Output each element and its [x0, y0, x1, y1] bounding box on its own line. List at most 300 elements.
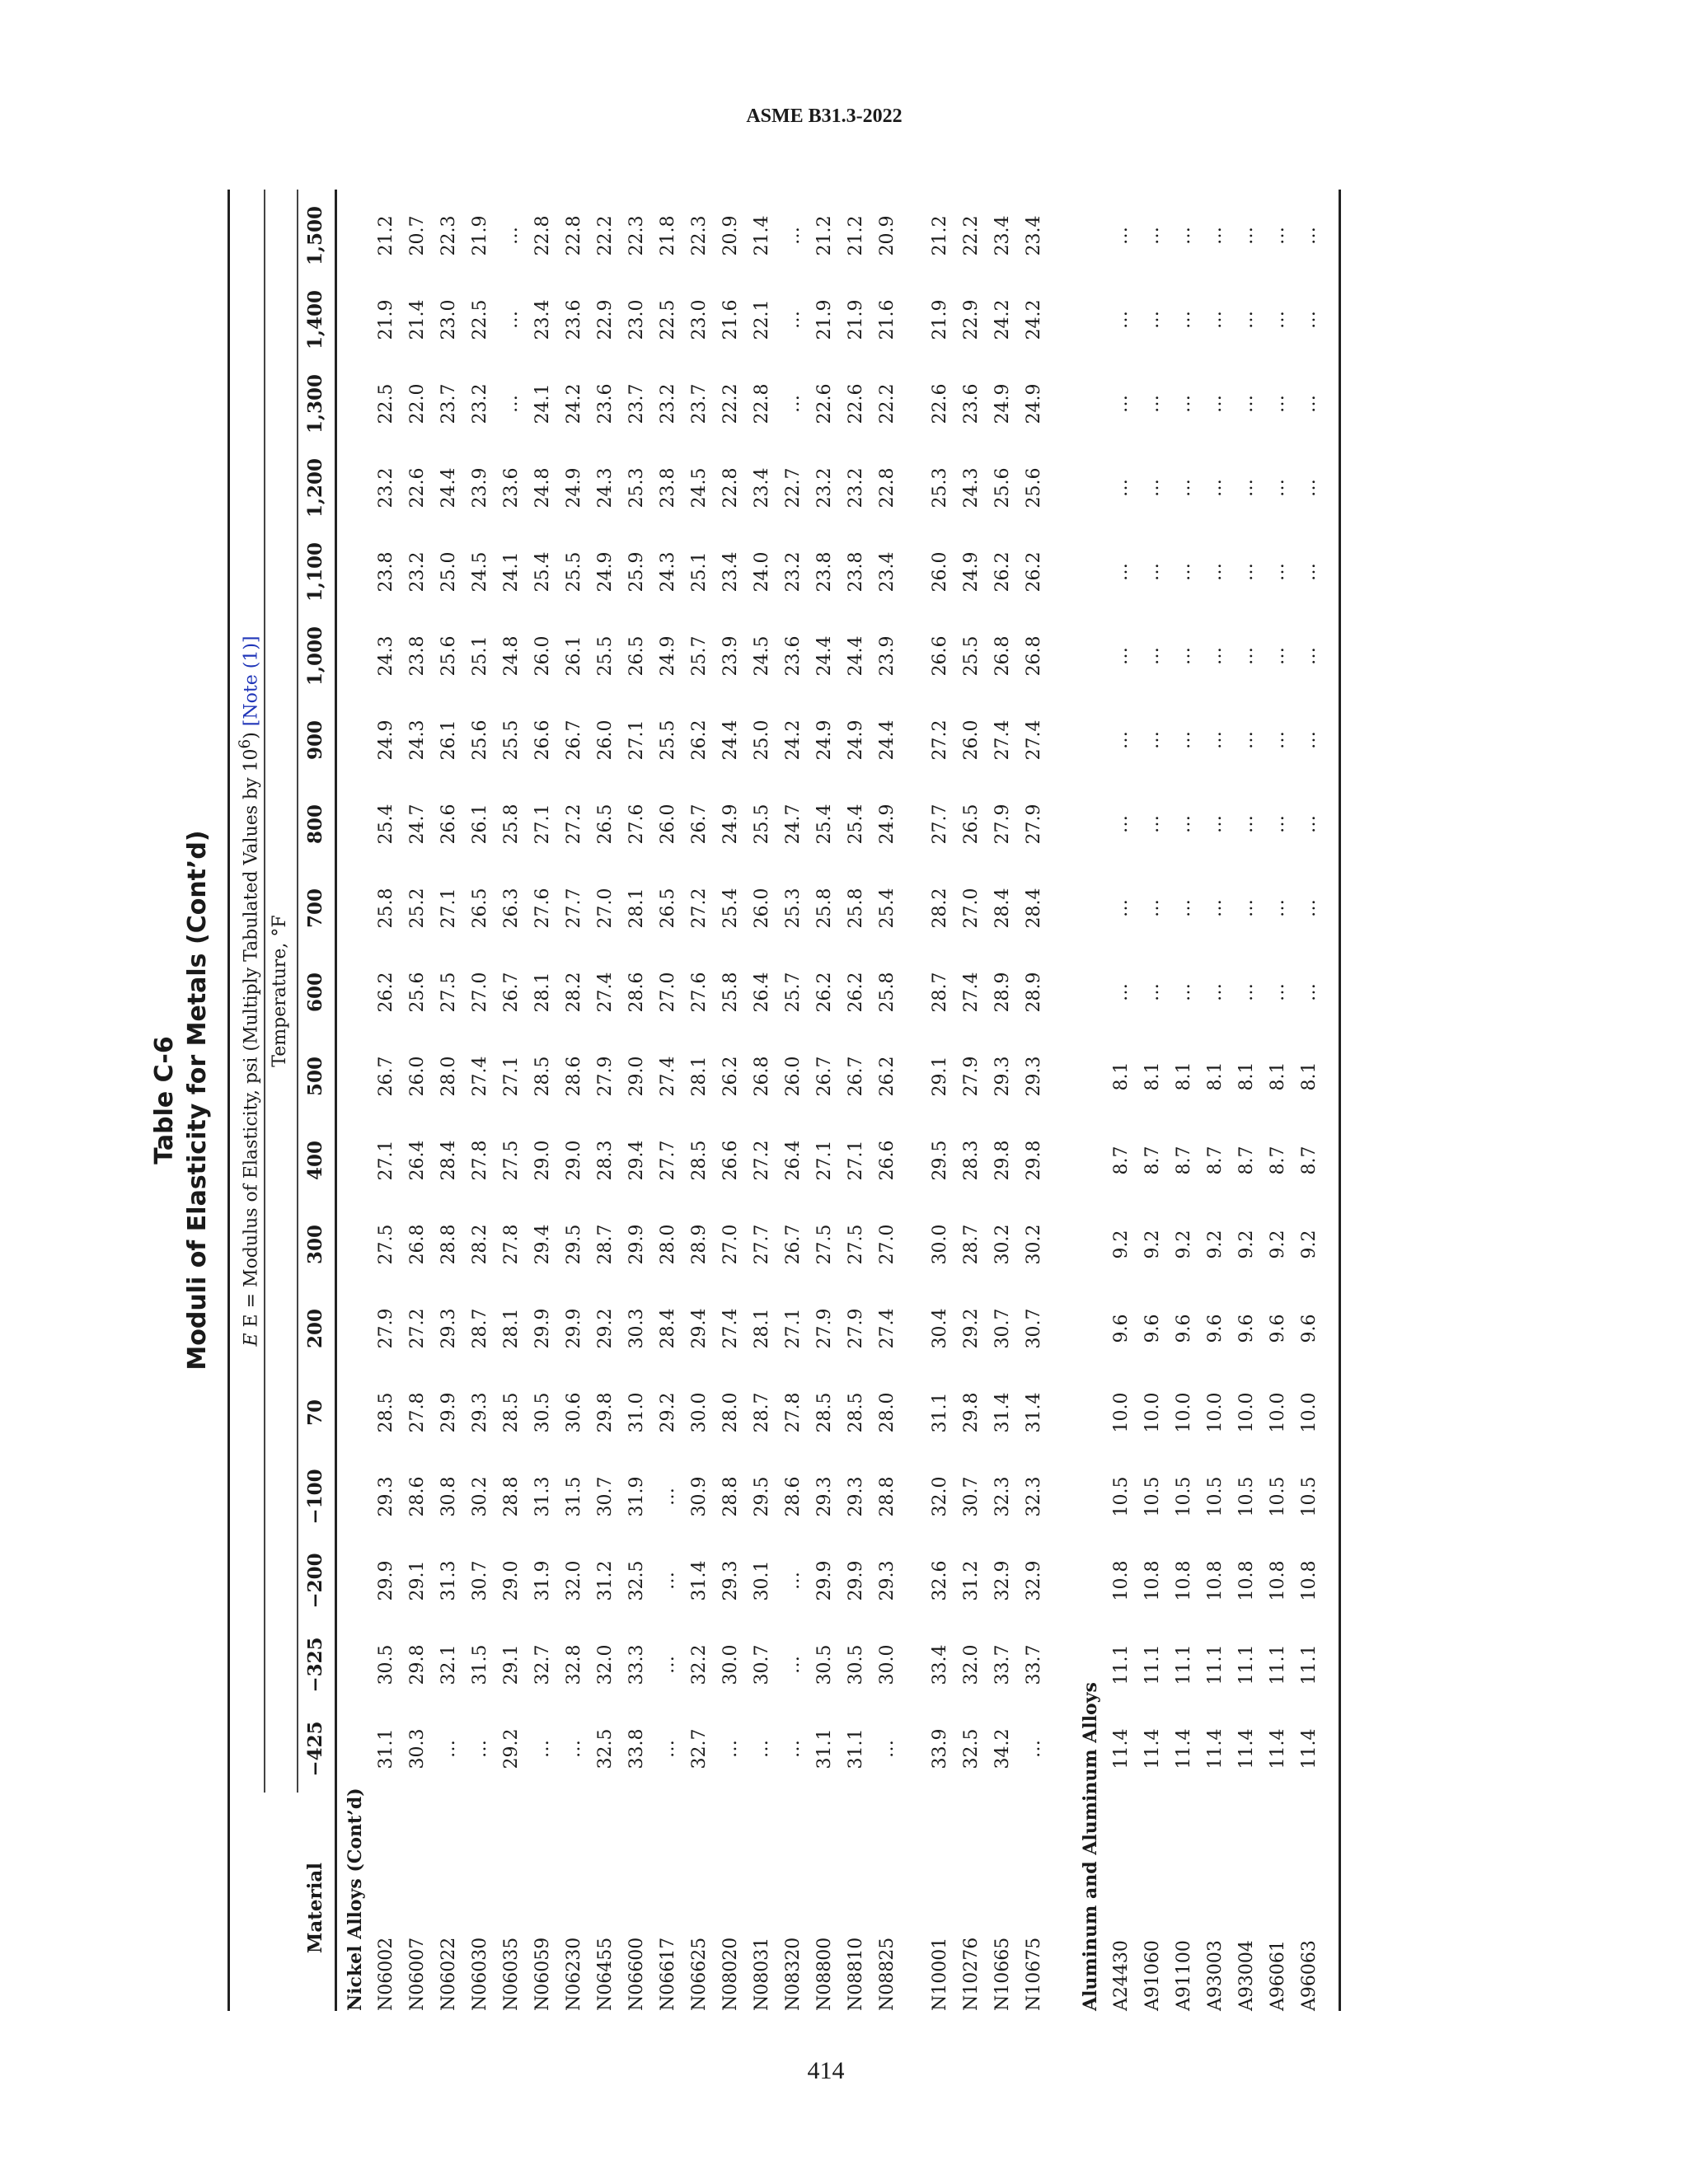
modulus-value: 23.2	[470, 383, 490, 424]
modulus-value: 26.2	[1024, 551, 1044, 593]
modulus-value: …	[1142, 647, 1163, 665]
modulus-value: …	[1268, 227, 1288, 245]
modulus-value: 26.0	[658, 804, 678, 845]
modulus-value: 27.8	[501, 1224, 522, 1265]
modulus-value: 26.7	[783, 1224, 804, 1265]
running-header: ASME B31.3-2022	[746, 105, 903, 127]
modulus-value: 29.5	[930, 1140, 950, 1181]
modulus-value: …	[1236, 563, 1257, 581]
column-header-row	[297, 190, 333, 2011]
modulus-value: 31.5	[470, 1644, 490, 1685]
modulus-value: 26.6	[877, 1140, 898, 1181]
modulus-value: …	[501, 395, 522, 413]
modulus-value: 24.3	[376, 635, 396, 677]
modulus-value: 32.2	[689, 1644, 710, 1685]
material-code: N06007	[407, 1937, 428, 2011]
modulus-value: …	[1111, 479, 1132, 497]
modulus-value: 27.8	[407, 1392, 428, 1433]
modulus-value: 21.6	[720, 299, 741, 340]
modulus-value: 22.8	[720, 467, 741, 509]
modulus-value: 21.2	[846, 215, 866, 256]
modulus-value: 24.3	[407, 719, 428, 761]
modulus-value: 23.6	[501, 467, 522, 509]
modulus-value: 30.6	[564, 1392, 584, 1433]
material-code: A93003	[1205, 1940, 1226, 2011]
modulus-value: 24.2	[992, 299, 1013, 340]
modulus-value: …	[1111, 563, 1132, 581]
modulus-value: …	[1174, 479, 1194, 497]
modulus-value: 10.5	[1174, 1476, 1194, 1517]
modulus-value: 34.2	[992, 1728, 1013, 1769]
modulus-value: …	[1236, 899, 1257, 917]
modulus-value: 29.2	[961, 1308, 982, 1349]
modulus-value: 27.0	[658, 972, 678, 1013]
modulus-value: …	[1205, 311, 1226, 329]
modulus-value: …	[1268, 899, 1288, 917]
modulus-value: 29.9	[626, 1224, 647, 1265]
modulus-value: 29.1	[930, 1056, 950, 1097]
modulus-value: 27.2	[407, 1308, 428, 1349]
modulus-value: 27.6	[532, 888, 553, 929]
modulus-value: 30.0	[930, 1224, 950, 1265]
modulus-value: 29.0	[626, 1056, 647, 1097]
modulus-value: 33.7	[992, 1644, 1013, 1685]
modulus-value: 21.9	[846, 299, 866, 340]
modulus-value: …	[1205, 731, 1226, 749]
modulus-value: 23.2	[376, 467, 396, 509]
modulus-value: 29.3	[470, 1392, 490, 1433]
modulus-value: 32.7	[532, 1644, 553, 1685]
table-row	[1263, 190, 1294, 2011]
temperature-column-header: −200	[304, 1553, 326, 1609]
modulus-value: …	[783, 227, 804, 245]
modulus-value: 26.3	[501, 888, 522, 929]
modulus-value: 25.8	[501, 804, 522, 845]
table-row	[841, 190, 872, 2011]
modulus-value: …	[877, 1740, 898, 1758]
modulus-value: …	[1205, 479, 1226, 497]
material-group-heading: Aluminum and Aluminum Alloys	[1080, 1682, 1101, 2011]
modulus-value: 23.8	[376, 551, 396, 593]
modulus-value: 26.0	[783, 1056, 804, 1097]
modulus-value: 24.9	[376, 719, 396, 761]
modulus-value: 8.1	[1299, 1062, 1320, 1091]
modulus-value: 11.4	[1268, 1728, 1288, 1769]
modulus-value: 10.5	[1299, 1476, 1320, 1517]
modulus-value: …	[564, 1740, 584, 1758]
modulus-value: …	[1111, 899, 1132, 917]
table-row	[715, 190, 747, 2011]
modulus-value: 30.7	[595, 1476, 616, 1517]
modulus-value: …	[658, 1488, 678, 1506]
modulus-value: 26.5	[470, 888, 490, 929]
modulus-value: 28.0	[438, 1056, 459, 1097]
modulus-value: 11.4	[1142, 1728, 1163, 1769]
modulus-value: 25.0	[438, 551, 459, 593]
modulus-value: 23.2	[814, 467, 835, 509]
modulus-value: 26.2	[814, 972, 835, 1013]
modulus-value: 22.6	[846, 383, 866, 424]
modulus-value: 10.5	[1111, 1476, 1132, 1517]
modulus-value: 26.5	[961, 804, 982, 845]
modulus-value: 10.0	[1205, 1392, 1226, 1433]
modulus-value: 10.8	[1236, 1560, 1257, 1601]
modulus-value: …	[1142, 983, 1163, 1001]
modulus-value: 32.0	[595, 1644, 616, 1685]
modulus-value: 27.9	[846, 1308, 866, 1349]
modulus-value: …	[1205, 647, 1226, 665]
modulus-value: …	[1236, 647, 1257, 665]
modulus-value: 25.6	[1024, 467, 1044, 509]
material-code: A91100	[1174, 1940, 1194, 2011]
modulus-value: 24.9	[658, 635, 678, 677]
modulus-value: 25.5	[501, 719, 522, 761]
modulus-value: 27.7	[930, 804, 950, 845]
modulus-value: 25.8	[376, 888, 396, 929]
modulus-value: 27.0	[961, 888, 982, 929]
modulus-value: 31.2	[595, 1560, 616, 1601]
modulus-value: 21.2	[814, 215, 835, 256]
modulus-value: 29.3	[846, 1476, 866, 1517]
modulus-value: 9.2	[1142, 1230, 1163, 1259]
modulus-value: 26.5	[626, 635, 647, 677]
table-row	[1231, 190, 1263, 2011]
modulus-value: …	[1268, 983, 1288, 1001]
table-row	[1137, 190, 1169, 2011]
note-link[interactable]: [Note (1)]	[241, 635, 262, 727]
modulus-value: …	[1236, 479, 1257, 497]
modulus-value: 8.7	[1142, 1146, 1163, 1175]
modulus-value: 30.2	[1024, 1224, 1044, 1265]
modulus-value: 32.5	[595, 1728, 616, 1769]
header-bottom-rule	[335, 190, 337, 2011]
modulus-value: 10.8	[1142, 1560, 1163, 1601]
modulus-value: 29.3	[376, 1476, 396, 1517]
modulus-value: 11.1	[1299, 1644, 1320, 1685]
modulus-value: 22.0	[407, 383, 428, 424]
modulus-value: 24.9	[846, 719, 866, 761]
table-row	[778, 190, 809, 2011]
modulus-value: 10.8	[1268, 1560, 1288, 1601]
modulus-value: …	[1299, 563, 1320, 581]
modulus-value: 28.7	[595, 1224, 616, 1265]
table-row	[925, 190, 956, 2011]
modulus-value: …	[1142, 227, 1163, 245]
modulus-value: 26.5	[595, 804, 616, 845]
modulus-value: 23.2	[407, 551, 428, 593]
modulus-value: 11.1	[1268, 1644, 1288, 1685]
material-code: A96061	[1268, 1940, 1288, 2011]
modulus-value: 24.2	[1024, 299, 1044, 340]
modulus-value: 28.2	[564, 972, 584, 1013]
modulus-value: …	[1299, 647, 1320, 665]
modulus-value: 27.4	[595, 972, 616, 1013]
modulus-value: 32.0	[930, 1476, 950, 1517]
table-row	[434, 190, 465, 2011]
modulus-value: 30.7	[1024, 1308, 1044, 1349]
modulus-value: 23.8	[658, 467, 678, 509]
modulus-value: …	[1236, 815, 1257, 833]
modulus-value: 28.4	[658, 1308, 678, 1349]
modulus-value: 27.9	[814, 1308, 835, 1349]
table-caption: E E = Modulus of Elasticity, psi (Multiply Tabulated Values by $10^6$) [Note (1)]	[237, 635, 262, 1347]
table-row	[653, 190, 684, 2011]
modulus-value: 27.5	[376, 1224, 396, 1265]
modulus-value: 30.1	[752, 1560, 772, 1601]
material-code: N10675	[1024, 1937, 1044, 2011]
modulus-value: 29.3	[992, 1056, 1013, 1097]
caption-text: E = Modulus of Elasticity, psi (Multiply Tabulated Values by 10	[241, 748, 262, 1328]
modulus-value: …	[658, 1740, 678, 1758]
modulus-value: 23.4	[877, 551, 898, 593]
modulus-value: 22.7	[783, 467, 804, 509]
modulus-value: …	[658, 1572, 678, 1590]
modulus-value: 28.1	[626, 888, 647, 929]
modulus-value: 33.8	[626, 1728, 647, 1769]
modulus-value: 25.3	[783, 888, 804, 929]
modulus-value: …	[1111, 815, 1132, 833]
modulus-value: 22.1	[752, 299, 772, 340]
material-code: N08020	[720, 1937, 741, 2011]
modulus-value: 25.0	[752, 719, 772, 761]
modulus-value: 30.7	[470, 1560, 490, 1601]
modulus-value: 11.4	[1205, 1728, 1226, 1769]
modulus-value: 9.2	[1111, 1230, 1132, 1259]
modulus-value: …	[470, 1740, 490, 1758]
modulus-value: 22.2	[961, 215, 982, 256]
modulus-value: …	[1205, 899, 1226, 917]
temperature-column-header: 700	[304, 888, 326, 929]
modulus-value: 25.3	[930, 467, 950, 509]
modulus-value: 28.8	[877, 1476, 898, 1517]
modulus-value: 24.9	[877, 804, 898, 845]
modulus-value: 25.4	[376, 804, 396, 845]
modulus-value: 23.2	[783, 551, 804, 593]
modulus-value: 29.9	[376, 1560, 396, 1601]
modulus-value: 33.7	[1024, 1644, 1044, 1685]
material-code: N06022	[438, 1937, 459, 2011]
modulus-value: 24.5	[752, 635, 772, 677]
material-code: N06617	[658, 1937, 678, 2011]
modulus-value: 29.4	[532, 1224, 553, 1265]
modulus-value: 28.9	[689, 1224, 710, 1265]
table-bottom-rule	[1339, 190, 1341, 2011]
modulus-value: …	[1236, 395, 1257, 413]
modulus-value: 23.6	[564, 299, 584, 340]
modulus-value: 29.8	[992, 1140, 1013, 1181]
modulus-value: 26.2	[689, 719, 710, 761]
modulus-value: 26.8	[1024, 635, 1044, 677]
modulus-value: 27.8	[470, 1140, 490, 1181]
modulus-value: 20.7	[407, 215, 428, 256]
modulus-value: 27.0	[877, 1224, 898, 1265]
modulus-value: 26.0	[532, 635, 553, 677]
modulus-value: …	[1299, 479, 1320, 497]
modulus-value: …	[532, 1740, 553, 1758]
modulus-value: 23.0	[626, 299, 647, 340]
modulus-value: 28.7	[470, 1308, 490, 1349]
modulus-value: …	[1236, 311, 1257, 329]
modulus-value: 23.6	[595, 383, 616, 424]
table-row	[496, 190, 528, 2011]
material-code: A96063	[1299, 1940, 1320, 2011]
modulus-value: 26.0	[930, 551, 950, 593]
modulus-value: …	[1299, 227, 1320, 245]
modulus-value: 11.4	[1236, 1728, 1257, 1769]
modulus-value: …	[1205, 983, 1226, 1001]
modulus-value: …	[1268, 731, 1288, 749]
modulus-value: 26.7	[689, 804, 710, 845]
modulus-value: …	[501, 227, 522, 245]
modulus-value: …	[783, 311, 804, 329]
modulus-value: 25.6	[992, 467, 1013, 509]
modulus-value: 23.7	[626, 383, 647, 424]
modulus-value: 28.1	[752, 1308, 772, 1349]
modulus-value: 23.6	[783, 635, 804, 677]
material-code: N06059	[532, 1937, 553, 2011]
modulus-value: 9.2	[1236, 1230, 1257, 1259]
modulus-value: 8.1	[1174, 1062, 1194, 1091]
modulus-value: 30.7	[992, 1308, 1013, 1349]
modulus-value: 28.6	[407, 1476, 428, 1517]
modulus-value: 32.0	[564, 1560, 584, 1601]
table-title: Moduli of Elasticity for Metals (Cont’d)	[183, 830, 212, 1371]
modulus-value: 32.1	[438, 1644, 459, 1685]
modulus-value: 26.6	[532, 719, 553, 761]
modulus-value: 32.6	[930, 1560, 950, 1601]
modulus-value: 26.4	[752, 972, 772, 1013]
modulus-value: …	[1205, 227, 1226, 245]
modulus-value: 24.1	[501, 551, 522, 593]
modulus-value: …	[1299, 899, 1320, 917]
modulus-value: 26.5	[658, 888, 678, 929]
modulus-value: 9.6	[1205, 1314, 1226, 1343]
modulus-value: 30.2	[992, 1224, 1013, 1265]
modulus-value: 26.2	[992, 551, 1013, 593]
modulus-value: …	[1142, 479, 1163, 497]
modulus-value: 24.3	[961, 467, 982, 509]
modulus-value: 27.5	[846, 1224, 866, 1265]
modulus-value: 27.0	[470, 972, 490, 1013]
modulus-value: 29.1	[501, 1644, 522, 1685]
modulus-value: 21.9	[814, 299, 835, 340]
modulus-value: 10.5	[1236, 1476, 1257, 1517]
modulus-value: 30.3	[407, 1728, 428, 1769]
modulus-value: 26.4	[407, 1140, 428, 1181]
modulus-value: …	[1299, 395, 1320, 413]
modulus-value: 26.0	[961, 719, 982, 761]
modulus-value: 28.0	[658, 1224, 678, 1265]
modulus-value: 29.3	[438, 1308, 459, 1349]
modulus-value: 24.4	[877, 719, 898, 761]
modulus-value: 29.9	[814, 1560, 835, 1601]
modulus-value: 33.4	[930, 1644, 950, 1685]
modulus-value: 31.2	[961, 1560, 982, 1601]
modulus-value: 8.1	[1142, 1062, 1163, 1091]
modulus-value: 21.6	[877, 299, 898, 340]
caption-exponent: 6	[237, 738, 254, 749]
modulus-value: 10.0	[1142, 1392, 1163, 1433]
temperature-column-header: 800	[304, 804, 326, 845]
modulus-value: 29.5	[752, 1476, 772, 1517]
table-row	[1200, 190, 1231, 2011]
modulus-value: 30.0	[877, 1644, 898, 1685]
modulus-value: 24.2	[564, 383, 584, 424]
modulus-value: 22.9	[961, 299, 982, 340]
modulus-value: 30.0	[720, 1644, 741, 1685]
modulus-value: …	[1268, 395, 1288, 413]
modulus-value: 32.5	[626, 1560, 647, 1601]
modulus-value: 29.9	[438, 1392, 459, 1433]
caption-close: )	[241, 726, 262, 739]
modulus-value: 8.7	[1268, 1146, 1288, 1175]
modulus-value: …	[1111, 395, 1132, 413]
modulus-value: 9.6	[1299, 1314, 1320, 1343]
modulus-value: 23.7	[689, 383, 710, 424]
modulus-value: 29.0	[501, 1560, 522, 1601]
modulus-value: 8.7	[1236, 1146, 1257, 1175]
modulus-value: 27.2	[930, 719, 950, 761]
modulus-value: 27.7	[752, 1224, 772, 1265]
modulus-value: 24.2	[783, 719, 804, 761]
material-code: N06002	[376, 1937, 396, 2011]
modulus-value: …	[1111, 647, 1132, 665]
modulus-value: …	[1236, 983, 1257, 1001]
modulus-value: 27.9	[992, 804, 1013, 845]
modulus-value: 21.2	[930, 215, 950, 256]
modulus-value: 29.0	[564, 1140, 584, 1181]
modulus-value: 10.5	[1205, 1476, 1226, 1517]
modulus-value: 8.7	[1299, 1146, 1320, 1175]
temperature-column-header: 1,200	[304, 457, 326, 518]
table-row	[747, 190, 778, 2011]
modulus-value: 28.3	[961, 1140, 982, 1181]
modulus-value: 27.4	[877, 1308, 898, 1349]
modulus-value: 28.8	[720, 1476, 741, 1517]
modulus-value: 28.8	[501, 1476, 522, 1517]
modulus-value: 30.3	[626, 1308, 647, 1349]
modulus-value: 27.4	[658, 1056, 678, 1097]
modulus-value: 27.2	[689, 888, 710, 929]
modulus-value: 24.1	[532, 383, 553, 424]
modulus-value: 26.8	[407, 1224, 428, 1265]
modulus-value: 23.4	[1024, 215, 1044, 256]
temperature-column-header: 1,400	[304, 289, 326, 350]
modulus-value: 22.3	[689, 215, 710, 256]
table-row	[872, 190, 903, 2011]
modulus-value: 29.4	[626, 1140, 647, 1181]
modulus-value: …	[783, 1656, 804, 1674]
modulus-value: 8.1	[1236, 1062, 1257, 1091]
modulus-value: 31.4	[689, 1560, 710, 1601]
modulus-value: 10.0	[1268, 1392, 1288, 1433]
modulus-value: …	[1268, 563, 1288, 581]
modulus-value: 32.9	[992, 1560, 1013, 1601]
modulus-value: …	[1142, 899, 1163, 917]
modulus-value: 21.4	[752, 215, 772, 256]
modulus-value: …	[1174, 647, 1194, 665]
material-code: A24430	[1111, 1940, 1132, 2011]
modulus-value: 24.9	[961, 551, 982, 593]
modulus-value: 8.1	[1205, 1062, 1226, 1091]
temperature-column-header: −425	[304, 1721, 326, 1777]
modulus-value: 30.5	[846, 1644, 866, 1685]
modulus-value: 9.6	[1268, 1314, 1288, 1343]
modulus-value: 33.3	[626, 1644, 647, 1685]
table-row	[956, 190, 987, 2011]
modulus-value: 22.8	[564, 215, 584, 256]
modulus-value: …	[438, 1740, 459, 1758]
